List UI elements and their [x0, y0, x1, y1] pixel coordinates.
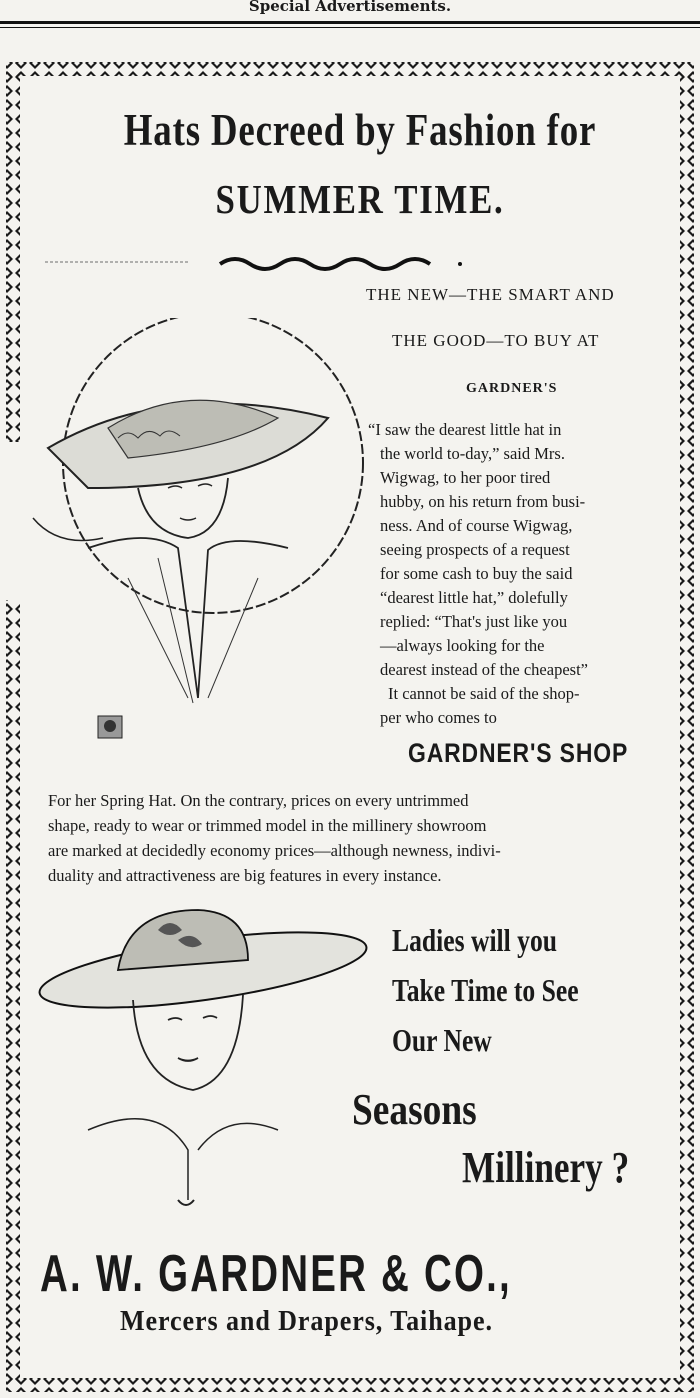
story-line: seeing prospects of a request [380, 540, 570, 559]
cta-line-4: Seasons [352, 1085, 477, 1134]
headline-line-1: Hats Decreed by Fashion for [123, 105, 597, 155]
company-name: A. W. GARDNER & CO., [40, 1245, 512, 1303]
story-line: —always looking for the [380, 636, 545, 655]
paragraph-line: shape, ready to wear or trimmed model in the millinery showroom [48, 816, 487, 835]
story-line: “dearest little hat,” dolefully [380, 588, 568, 607]
story-line: Wigwag, to her poor tired [380, 468, 551, 487]
description-paragraph [48, 788, 678, 888]
company-tagline: Mercers and Drapers, Taihape. [120, 1305, 493, 1337]
lady-flower-hat-illustration [28, 900, 368, 1230]
intro-line-1: THE NEW—THE SMART AND [366, 285, 615, 304]
paragraph-line: For her Spring Hat. On the contrary, prices on every untrimmed [48, 791, 469, 810]
shop-heading: GARDNER'S SHOP [408, 738, 629, 768]
story-line: “I saw the dearest little hat in [368, 420, 562, 439]
flourish-divider [40, 250, 470, 280]
story-line: for some cash to buy the said [380, 564, 573, 583]
paragraph-line: are marked at decidedly economy prices—although newness, indivi- [48, 841, 501, 860]
story-line: hubby, on his return from busi- [380, 492, 586, 511]
cta-line-5: Millinery ? [462, 1143, 630, 1192]
store-name: GARDNER'S [466, 381, 558, 396]
section-header: Special Advertisements. [248, 0, 452, 15]
story-line: replied: “That's just like you [380, 612, 568, 631]
story-line: dearest instead of the cheapest” [380, 660, 588, 679]
paragraph-line: duality and attractiveness are big features in every instance. [48, 866, 442, 885]
cta-line-2: Take Time to See [392, 972, 579, 1008]
story-line: ness. And of course Wigwag, [380, 516, 573, 535]
lady-hat-illustration [28, 318, 368, 778]
story-line: It cannot be said of the shop- [388, 684, 580, 703]
story-line: the world to-day,” said Mrs. [380, 444, 565, 463]
headline-line-2: SUMMER TIME. [215, 176, 505, 222]
story-line: per who comes to [380, 708, 497, 727]
cta-line-3: Our New [392, 1022, 492, 1058]
cta-line-1: Ladies will you [392, 922, 558, 958]
story-text [368, 418, 688, 730]
intro-line-2: THE GOOD—TO BUY AT [392, 331, 600, 350]
